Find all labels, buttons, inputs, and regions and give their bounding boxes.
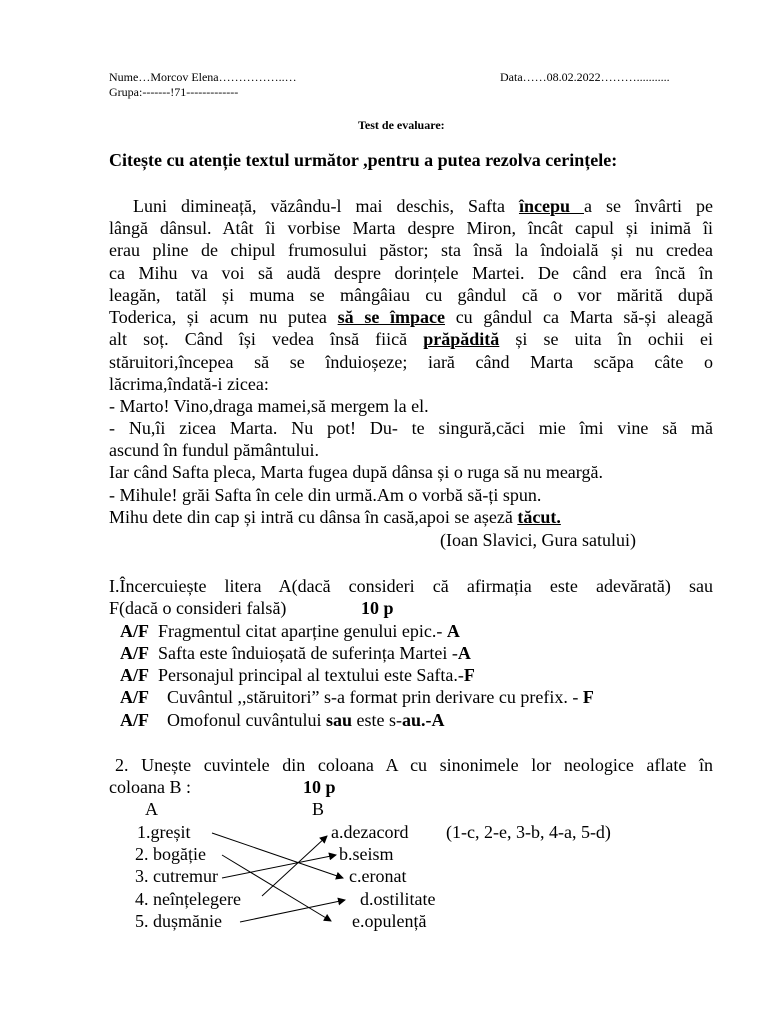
exercise-1-instruction: I.Încercuiește litera A(dacă consideri că afirmația este adevărată) sau xyxy=(109,576,713,596)
true-false-choice[interactable]: A/F xyxy=(120,687,149,707)
student-name: Nume…Morcov Elena……………..… xyxy=(109,70,297,84)
column-b-word[interactable]: d.ostilitate xyxy=(360,889,436,909)
column-a-word[interactable]: 4. neînțelegere xyxy=(135,889,241,909)
answer-key: (1-c, 2-e, 3-b, 4-a, 5-d) xyxy=(446,822,611,842)
underlined-phrase: să se împace xyxy=(337,307,445,327)
underlined-word: începu xyxy=(518,196,584,216)
exercise-2-instruction-cont: coloana B : xyxy=(109,777,191,797)
column-b-word[interactable]: c.eronat xyxy=(349,866,407,886)
column-a-header: A xyxy=(145,799,158,819)
passage-line: alt soț. Când își vedea însă fiică prăpădită și se uita în ochii ei xyxy=(109,329,714,349)
passage-line: lângă dânsul. Atât îi vorbise Marta despre Miron, încât capul și inimă îi xyxy=(109,218,713,238)
column-a-word[interactable]: 5. dușmănie xyxy=(135,911,222,931)
statement-answer: A xyxy=(446,621,460,641)
student-group: Grupa:-------!71------------- xyxy=(109,85,239,99)
match-arrow xyxy=(262,836,327,896)
statement-answer: F xyxy=(582,687,594,707)
statement-answer: A xyxy=(457,643,471,663)
column-b-word[interactable]: e.opulență xyxy=(352,911,427,931)
passage-line: - Mihule! grăi Safta în cele din urmă.Am o vorbă să-ți spun. xyxy=(109,485,542,505)
true-false-choice[interactable]: A/F xyxy=(120,665,149,685)
passage-line: Iar când Safta pleca, Marta fugea după dânsa și o ruga să nu meargă. xyxy=(109,462,603,482)
test-date: Data……08.02.2022………........... xyxy=(500,70,670,84)
statement-item: A/F Personajul principal al textului este Safta.-F xyxy=(120,665,475,685)
passage-line: Mihu dete din cap și intră cu dânsa în casă,apoi se așeză tăcut. xyxy=(109,507,561,527)
instruction-heading: Citește cu atenție textul următor ,pentru a putea rezolva cerințele: xyxy=(109,150,618,170)
passage-line: Luni dimineață, văzându-l mai deschis, Safta începu a se învârti pe xyxy=(133,196,713,216)
column-b-word[interactable]: b.seism xyxy=(339,844,394,864)
passage-line: - Nu,îi zicea Marta. Nu pot! Du- te singură,căci mie îmi vine să mă xyxy=(109,418,713,438)
exercise-1-points: 10 p xyxy=(361,598,394,618)
statement-item: A/F Safta este înduioșată de suferința Martei -A xyxy=(120,643,471,663)
statement-answer: F xyxy=(463,665,475,685)
true-false-choice[interactable]: A/F xyxy=(120,643,149,663)
column-a-word[interactable]: 1.greșit xyxy=(137,822,191,842)
exercise-2-points: 10 p xyxy=(303,777,336,797)
true-false-choice[interactable]: A/F xyxy=(120,621,149,641)
exercise-2-instruction: 2. Unește cuvintele din coloana A cu sinonimele lor neologice aflate în xyxy=(115,755,713,775)
match-arrow xyxy=(222,855,331,921)
match-arrow xyxy=(222,855,336,878)
passage-line: lăcrima,îndată-i zicea: xyxy=(109,374,269,394)
statement-item: A/F Fragmentul citat aparține genului epic.- A xyxy=(120,621,460,641)
passage-line: erau pline de chipul frumosului păstor; sta însă la îndoială și nu credea xyxy=(109,240,713,260)
passage-source: (Ioan Slavici, Gura satului) xyxy=(440,530,636,550)
column-b-header: B xyxy=(312,799,325,819)
underlined-word: tăcut. xyxy=(517,507,561,527)
statement-item: A/F Omofonul cuvântului sau este s-au.-A xyxy=(120,710,445,730)
statement-item: A/F Cuvântul ,,stăruitori” s-a format prin derivare cu prefix. - F xyxy=(120,687,594,707)
test-title: Test de evaluare: xyxy=(358,118,445,132)
underlined-word: prăpădită xyxy=(423,329,500,349)
passage-line: ca Mihu va voi să audă despre dorințele Martei. De când era încă în xyxy=(109,263,713,283)
exercise-1-instruction-cont: F(dacă o consideri falsă) xyxy=(109,598,287,618)
passage-line: - Marto! Vino,draga mamei,să mergem la el. xyxy=(109,396,429,416)
column-a-word[interactable]: 2. bogăție xyxy=(135,844,206,864)
passage-line: stăruitori,începea să se înduioșeze; iară când Marta scăpa câte o xyxy=(109,352,713,372)
column-b-word[interactable]: a.dezacord xyxy=(331,822,409,842)
passage-line: Toderica, și acum nu putea să se împace cu gândul ca Marta să-și aleagă xyxy=(109,307,714,327)
passage-line: leagăn, tatăl și muma se mângâiau cu gândul că o vor mărită după xyxy=(109,285,713,305)
match-arrow xyxy=(240,900,345,922)
column-a-word[interactable]: 3. cutremur xyxy=(135,866,218,886)
statement-answer: au.-A xyxy=(401,710,445,730)
passage-line: ascund în fundul pământului. xyxy=(109,440,319,460)
true-false-choice[interactable]: A/F xyxy=(120,710,149,730)
